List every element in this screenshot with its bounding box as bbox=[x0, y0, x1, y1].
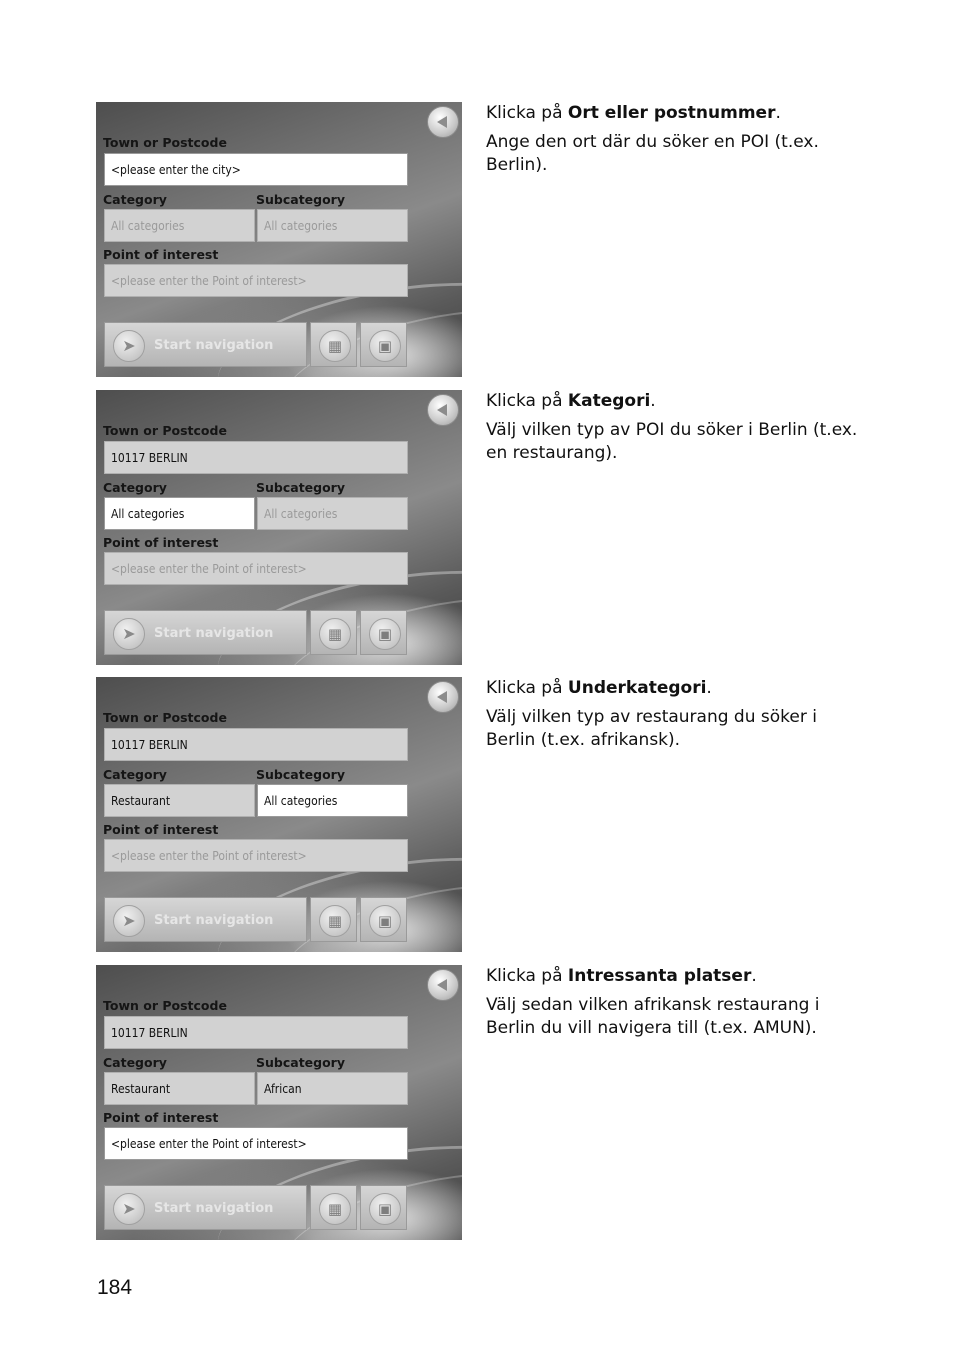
instruction-line bbox=[486, 102, 866, 125]
instruction-prefix: Klicka på bbox=[486, 678, 568, 698]
navigation-arrow-icon: ➤ bbox=[113, 330, 145, 362]
category-select[interactable]: All categories bbox=[104, 497, 255, 530]
floppy-disk-icon: ▣ bbox=[369, 330, 401, 362]
poi-input[interactable]: <please enter the Point of interest> bbox=[104, 264, 408, 297]
town-label: Town or Postcode bbox=[103, 423, 227, 438]
floppy-disk-icon: ▣ bbox=[369, 618, 401, 650]
instruction-line bbox=[486, 965, 866, 988]
town-label: Town or Postcode bbox=[103, 135, 227, 150]
town-input[interactable]: 10117 BERLIN bbox=[104, 728, 408, 761]
instruction-prefix: Klicka på bbox=[486, 966, 568, 986]
subcategory-select[interactable]: All categories bbox=[257, 209, 408, 242]
poi-search-screenshot bbox=[96, 390, 462, 665]
step-2 bbox=[96, 390, 896, 666]
poi-label: Point of interest bbox=[103, 1110, 219, 1125]
town-input[interactable]: <please enter the city> bbox=[104, 153, 408, 186]
save-button[interactable] bbox=[360, 897, 407, 942]
map-icon: ▦ bbox=[319, 1193, 351, 1225]
show-map-button[interactable] bbox=[310, 1185, 357, 1230]
floppy-disk-icon: ▣ bbox=[369, 905, 401, 937]
start-navigation-button[interactable] bbox=[104, 1185, 307, 1230]
category-select[interactable]: All categories bbox=[104, 209, 255, 242]
show-map-button[interactable] bbox=[310, 897, 357, 942]
start-navigation-button[interactable] bbox=[104, 322, 307, 367]
step-1 bbox=[96, 102, 896, 378]
step-4 bbox=[96, 965, 896, 1241]
back-arrow-icon[interactable] bbox=[427, 969, 459, 1001]
start-navigation-label: Start navigation bbox=[154, 1201, 274, 1216]
category-select[interactable]: Restaurant bbox=[104, 1072, 255, 1105]
subcategory-label: Subcategory bbox=[256, 480, 345, 495]
map-icon: ▦ bbox=[319, 618, 351, 650]
subcategory-select[interactable]: All categories bbox=[257, 784, 408, 817]
start-navigation-label: Start navigation bbox=[154, 626, 274, 641]
step-instructions bbox=[486, 390, 866, 471]
poi-search-screenshot bbox=[96, 677, 462, 952]
step-instructions bbox=[486, 965, 866, 1046]
step-instructions bbox=[486, 677, 866, 758]
show-map-button[interactable] bbox=[310, 322, 357, 367]
step-instructions bbox=[486, 102, 866, 183]
poi-label: Point of interest bbox=[103, 535, 219, 550]
instruction-body: Välj vilken typ av POI du söker i Berlin (t.ex. en restaurang). bbox=[486, 420, 858, 463]
category-label: Category bbox=[103, 192, 167, 207]
instruction-suffix: . bbox=[650, 391, 656, 411]
back-arrow-icon[interactable] bbox=[427, 394, 459, 426]
instruction-line bbox=[486, 390, 866, 413]
poi-input[interactable]: <please enter the Point of interest> bbox=[104, 1127, 408, 1160]
category-label: Category bbox=[103, 1055, 167, 1070]
category-select[interactable]: Restaurant bbox=[104, 784, 255, 817]
instruction-body: Välj vilken typ av restaurang du söker i Berlin (t.ex. afrikansk). bbox=[486, 707, 817, 750]
instruction-suffix: . bbox=[706, 678, 712, 698]
instruction-prefix: Klicka på bbox=[486, 391, 568, 411]
instruction-bold-term: Underkategori bbox=[567, 678, 707, 698]
instruction-suffix: . bbox=[751, 966, 757, 986]
instruction-bold-term: Kategori bbox=[567, 391, 651, 411]
navigation-arrow-icon: ➤ bbox=[113, 905, 145, 937]
save-button[interactable] bbox=[360, 1185, 407, 1230]
back-arrow-icon[interactable] bbox=[427, 681, 459, 713]
save-button[interactable] bbox=[360, 610, 407, 655]
map-icon: ▦ bbox=[319, 330, 351, 362]
show-map-button[interactable] bbox=[310, 610, 357, 655]
instruction-prefix: Klicka på bbox=[486, 103, 568, 123]
step-3 bbox=[96, 677, 896, 953]
category-label: Category bbox=[103, 480, 167, 495]
instruction-bold-term: Intressanta platser bbox=[567, 966, 752, 986]
start-navigation-label: Start navigation bbox=[154, 913, 274, 928]
start-navigation-label: Start navigation bbox=[154, 338, 274, 353]
navigation-arrow-icon: ➤ bbox=[113, 1193, 145, 1225]
page-number: 184 bbox=[97, 1276, 133, 1299]
poi-search-screenshot bbox=[96, 102, 462, 377]
map-icon: ▦ bbox=[319, 905, 351, 937]
poi-search-screenshot bbox=[96, 965, 462, 1240]
poi-input[interactable]: <please enter the Point of interest> bbox=[104, 839, 408, 872]
poi-label: Point of interest bbox=[103, 247, 219, 262]
start-navigation-button[interactable] bbox=[104, 610, 307, 655]
subcategory-label: Subcategory bbox=[256, 1055, 345, 1070]
back-arrow-icon[interactable] bbox=[427, 106, 459, 138]
poi-label: Point of interest bbox=[103, 822, 219, 837]
subcategory-label: Subcategory bbox=[256, 767, 345, 782]
instruction-suffix: . bbox=[775, 103, 781, 123]
town-label: Town or Postcode bbox=[103, 710, 227, 725]
instruction-body: Välj sedan vilken afrikansk restaurang i Berlin du vill navigera till (t.ex. AMUN). bbox=[486, 995, 820, 1038]
floppy-disk-icon: ▣ bbox=[369, 1193, 401, 1225]
town-input[interactable]: 10117 BERLIN bbox=[104, 1016, 408, 1049]
town-label: Town or Postcode bbox=[103, 998, 227, 1013]
poi-input[interactable]: <please enter the Point of interest> bbox=[104, 552, 408, 585]
instruction-body: Ange den ort där du söker en POI (t.ex. Berlin). bbox=[486, 132, 819, 175]
start-navigation-button[interactable] bbox=[104, 897, 307, 942]
subcategory-label: Subcategory bbox=[256, 192, 345, 207]
instruction-line bbox=[486, 677, 866, 700]
subcategory-select[interactable]: African bbox=[257, 1072, 408, 1105]
town-input[interactable]: 10117 BERLIN bbox=[104, 441, 408, 474]
save-button[interactable] bbox=[360, 322, 407, 367]
instruction-bold-term: Ort eller postnummer bbox=[567, 103, 776, 123]
navigation-arrow-icon: ➤ bbox=[113, 618, 145, 650]
subcategory-select[interactable]: All categories bbox=[257, 497, 408, 530]
category-label: Category bbox=[103, 767, 167, 782]
